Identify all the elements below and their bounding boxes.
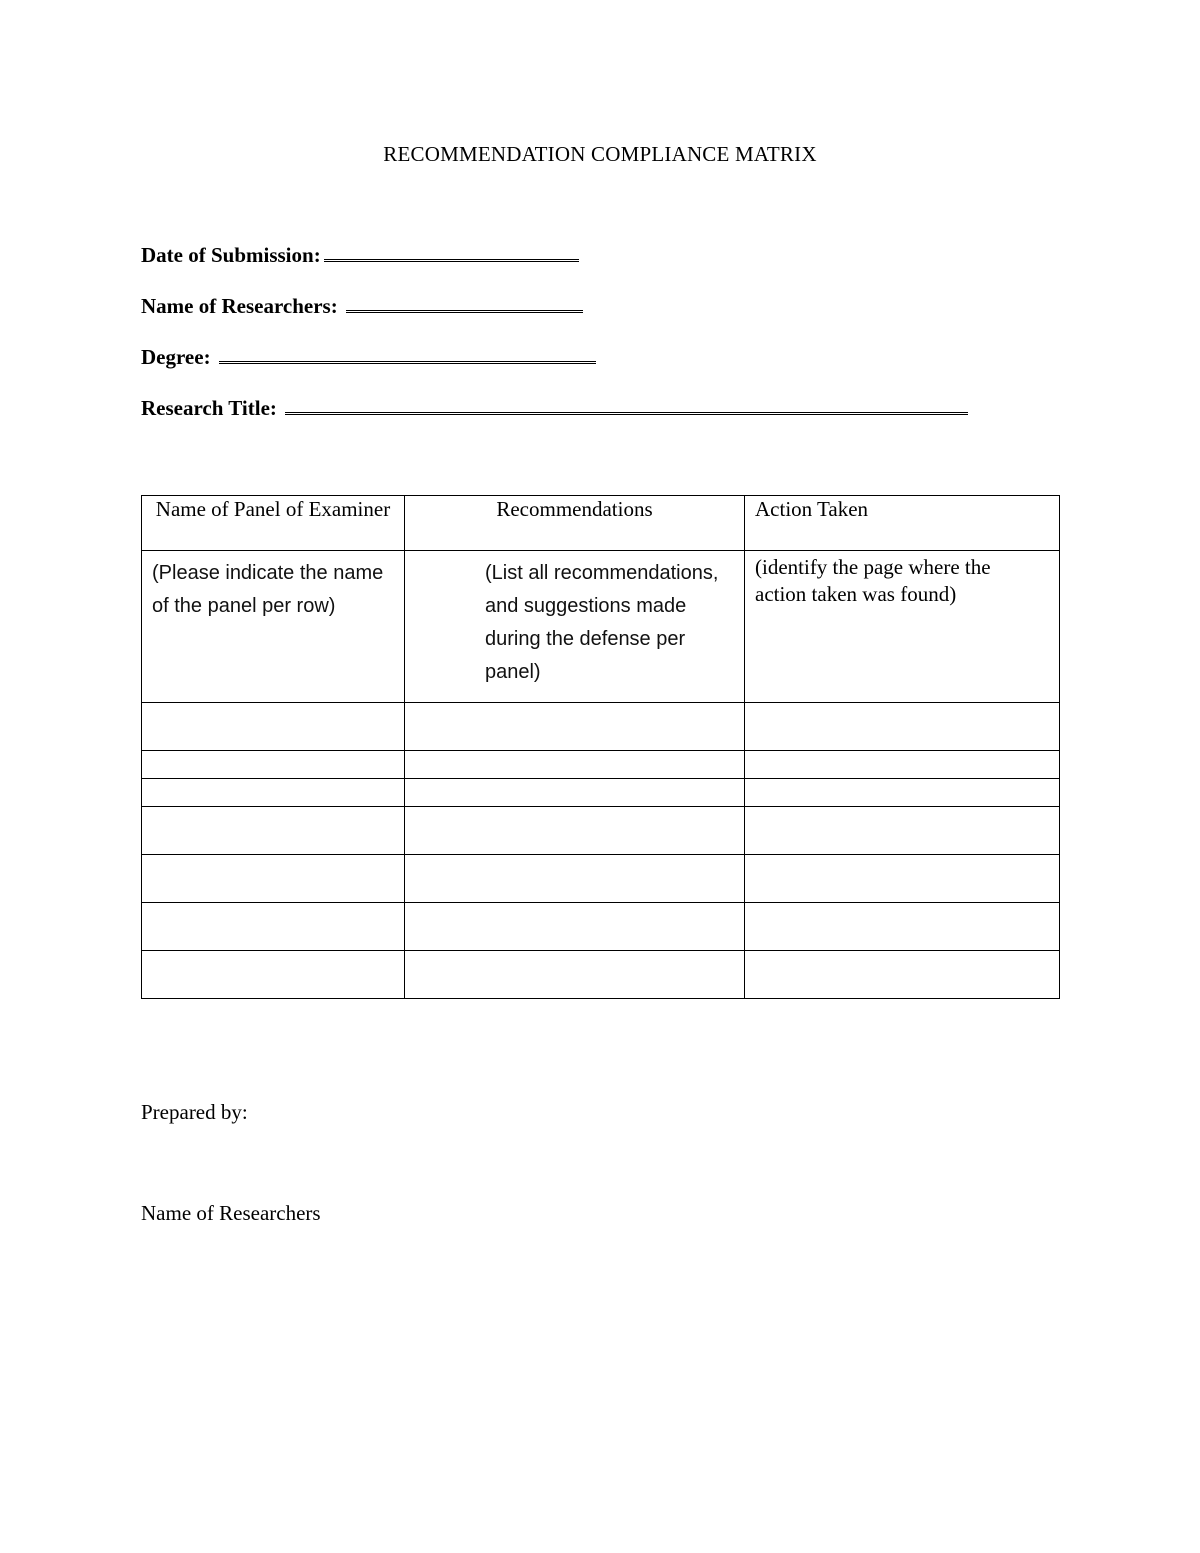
page-title: RECOMMENDATION COMPLIANCE MATRIX [383,142,817,166]
degree-blank[interactable] [219,345,596,364]
prepared-by-label: Prepared by: [141,1100,248,1124]
instruction-action-cell [745,551,1060,703]
panel-cell[interactable] [142,703,405,751]
recommendation-cell[interactable] [405,779,745,807]
panel-cell[interactable] [142,951,405,999]
panel-cell[interactable] [142,779,405,807]
research-title-field [141,396,968,421]
action-cell[interactable] [745,855,1060,903]
instruction-panel-text: (Please indicate the name of the panel per row) [152,562,384,617]
name-of-researchers-label: Name of Researchers: [141,294,338,318]
recommendation-cell[interactable] [405,807,745,855]
table-row [142,951,1060,999]
compliance-matrix-table [141,495,1060,999]
action-cell[interactable] [745,903,1060,951]
table-row [142,779,1060,807]
recommendation-cell[interactable] [405,903,745,951]
table-row [142,903,1060,951]
date-of-submission-blank[interactable] [324,243,579,262]
research-title-label: Research Title: [141,396,277,420]
recommendation-cell[interactable] [405,855,745,903]
table-row [142,855,1060,903]
date-of-submission-label: Date of Submission: [141,243,321,267]
date-of-submission-field [141,243,579,268]
header-panel-examiner: Name of Panel of Examiner [142,496,405,551]
name-of-researchers-blank[interactable] [346,294,583,313]
action-cell[interactable] [745,751,1060,779]
table-row [142,703,1060,751]
panel-cell[interactable] [142,807,405,855]
instruction-panel-cell [142,551,405,703]
header-recommendations: Recommendations [405,496,745,551]
action-cell[interactable] [745,807,1060,855]
recommendation-cell[interactable] [405,951,745,999]
degree-label: Degree: [141,345,211,369]
table-row [142,807,1060,855]
panel-cell[interactable] [142,903,405,951]
name-of-researchers-field [141,294,583,319]
action-cell[interactable] [745,703,1060,751]
panel-cell[interactable] [142,751,405,779]
header-action-taken: Action Taken [745,496,1060,551]
recommendation-cell[interactable] [405,703,745,751]
table-row [142,751,1060,779]
research-title-blank[interactable] [285,396,968,415]
instruction-row [142,551,1060,703]
action-cell[interactable] [745,951,1060,999]
action-cell[interactable] [745,779,1060,807]
instruction-recommendations-text: (List all recommendations, and suggestions made during the defense per panel) [485,562,719,683]
instruction-recommendations-cell [405,551,745,703]
instruction-action-text: (identify the page where the action taken was found) [755,555,991,606]
degree-field [141,345,596,370]
recommendation-cell[interactable] [405,751,745,779]
signatory-name: Name of Researchers [141,1201,321,1225]
panel-cell[interactable] [142,855,405,903]
table-header-row [142,496,1060,551]
